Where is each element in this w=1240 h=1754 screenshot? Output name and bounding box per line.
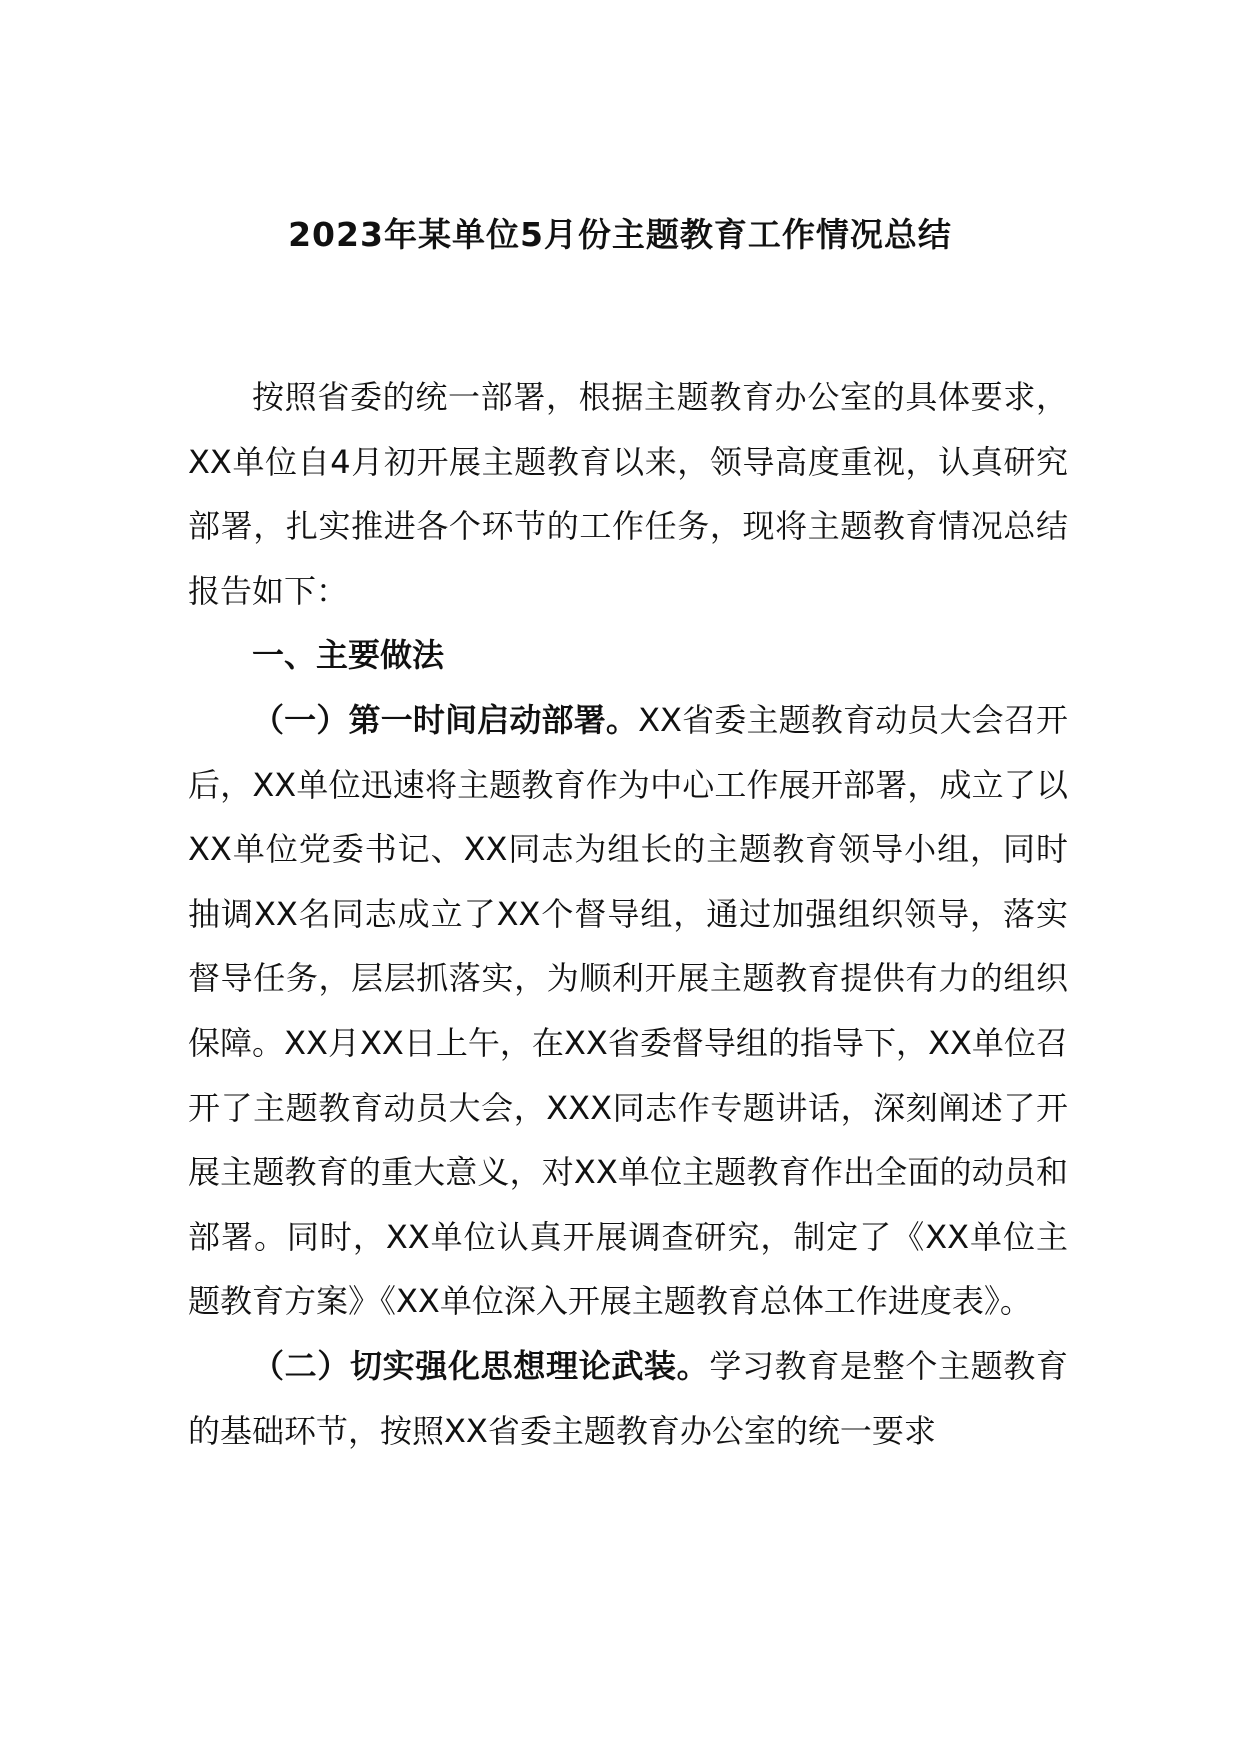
item-2-lead: （二）切实强化思想理论武装。 bbox=[252, 1346, 710, 1385]
item-1-text: XX省委主题教育动员大会召开后，XX单位迅速将主题教育作为中心工作展开部署，成立了以XX单位党委书记、XX同志为组长的主题教育领导小组，同时抽调XX名同志成立了XX个督导组，通过加强组织领导，落实督导任务，层层抓落实，为顺利开展主题教育提供有力的组织保障。XX月XX日上午，在XX省委督导组的指导下，XX单位召开了主题教育动员大会，XXX同志作专题讲话，深刻阐述了开展主题教育的重大意义，对XX单位主题教育作出全面的动员和部署。同时，XX单位认真开展调查研究，制定了《XX单位主题教育方案》《XX单位深入开展主题教育总体工作进度表》。 bbox=[188, 700, 1068, 1321]
item-2-text: 学习教育是整个主题教育的基础环节，按照XX省委主题教育办公室的统一要求 bbox=[188, 1346, 1068, 1450]
document-body bbox=[188, 365, 1068, 1463]
intro-paragraph: 按照省委的统一部署，根据主题教育办公室的具体要求，XX单位自4月初开展主题教育以来，领导高度重视，认真研究部署，扎实推进各个环节的工作任务，现将主题教育情况总结报告如下： bbox=[188, 378, 1068, 610]
paragraph-item-2 bbox=[188, 1334, 1068, 1463]
item-1-lead: （一）第一时间启动部署。 bbox=[252, 700, 639, 739]
section-heading-main-practices: 一、主要做法 bbox=[252, 636, 445, 675]
document-title: 2023年某单位5月份主题教育工作情况总结 bbox=[288, 215, 952, 254]
paragraph-item-1 bbox=[188, 688, 1068, 1334]
